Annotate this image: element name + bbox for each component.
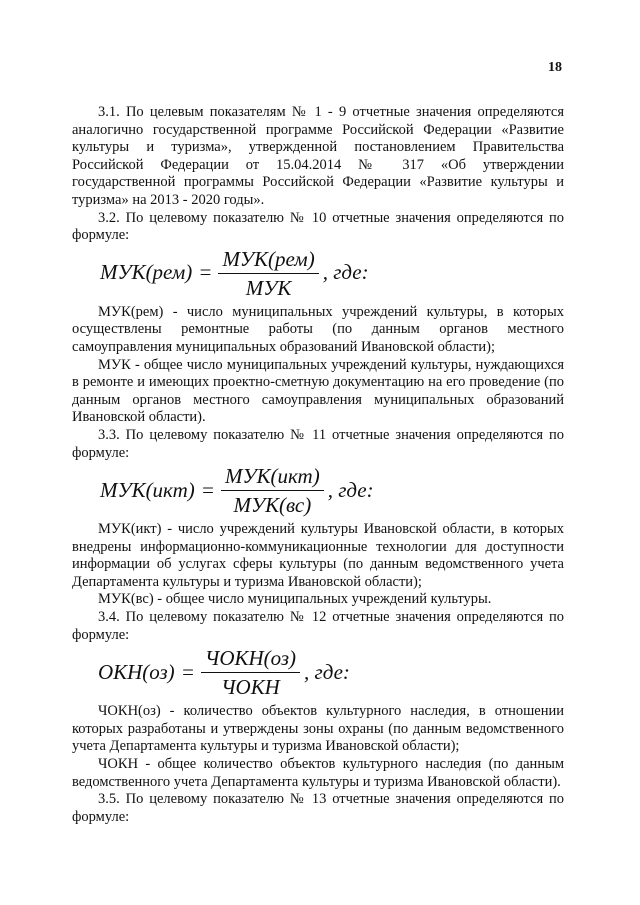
formula-lhs: ОКН(оз) bbox=[98, 659, 175, 684]
formula-numerator: ЧОКН(оз) bbox=[201, 646, 300, 673]
definition-chokn-oz: ЧОКН(оз) - количество объектов культурного наследия, в отношении которых разработаны и утверждены зоны охраны (по данным ведомственного учета Департамента культуры и туризма Ивановской области); bbox=[72, 703, 564, 755]
paragraph-3-3: 3.3. По целевому показателю № 11 отчетные значения определяются по формуле: bbox=[72, 426, 564, 461]
formula-equals: = bbox=[200, 477, 215, 502]
formula-where: , где: bbox=[304, 659, 350, 684]
formula-lhs: МУК(икт) bbox=[100, 477, 195, 502]
formula-denominator: МУК bbox=[245, 275, 292, 300]
definition-muk: МУК - общее число муниципальных учреждений культуры, нуждающихся в ремонте и имеющих проектно-сметную документацию на его проведение (по данным органов местного самоуправления муниципальных образований Ивановской области). bbox=[72, 356, 564, 426]
formula-numerator: МУК(рем) bbox=[218, 247, 318, 274]
paragraph-3-1: 3.1. По целевым показателям № 1 - 9 отчетные значения определяются аналогично государственной программе Российской Федерации «Развитие культуры и туризма», утвержденной постановлением Правительства Российской Федерации от 15.04.2014 № 317 «Об утверждении государственной программы Российской Федерации «Развитие культуры и туризма» на 2013 - 2020 годы». bbox=[72, 104, 564, 208]
definition-muk-ikt: МУК(икт) - число учреждений культуры Ивановской области, в которых внедрены информационно-коммуникационные технологии для доступности информации об услугах сферы культуры (по данным ведомственного учета Департамента культуры и туризма Ивановской области); bbox=[72, 521, 564, 590]
paragraph-3-2: 3.2. По целевому показателю № 10 отчетные значения определяются по формуле: bbox=[72, 209, 564, 244]
definition-muk-rem: МУК(рем) - число муниципальных учреждений культуры, в которых осуществлены ремонтные работы (по данным органов местного самоуправления муниципальных образований Ивановской области); bbox=[72, 303, 564, 355]
paragraph-3-5: 3.5. По целевому показателю № 13 отчетные значения определяются по формуле: bbox=[72, 791, 564, 825]
formula-where: , где: bbox=[322, 260, 369, 285]
formula-okn-oz bbox=[98, 646, 564, 699]
formula-fraction bbox=[218, 247, 318, 300]
page-number: 18 bbox=[548, 60, 562, 75]
formula-denominator: ЧОКН bbox=[221, 675, 280, 700]
definition-chokn: ЧОКН - общее количество объектов культурного наследия (по данным ведомственного учета Департамента культуры и туризма Ивановской области). bbox=[72, 756, 564, 790]
paragraph-3-4: 3.4. По целевому показателю № 12 отчетные значения определяются по формуле: bbox=[72, 609, 564, 643]
formula-muk-rem bbox=[100, 247, 564, 300]
formula-fraction bbox=[201, 646, 300, 699]
formula-where: , где: bbox=[327, 477, 374, 502]
formula-denominator: МУК(вс) bbox=[233, 493, 312, 518]
document-body bbox=[72, 104, 564, 826]
definition-muk-vs: МУК(вс) - общее число муниципальных учреждений культуры. bbox=[98, 591, 492, 608]
formula-muk-ikt bbox=[100, 464, 564, 517]
formula-fraction bbox=[221, 464, 324, 517]
formula-equals: = bbox=[180, 659, 195, 684]
formula-equals: = bbox=[198, 260, 213, 285]
formula-numerator: МУК(икт) bbox=[221, 464, 324, 491]
formula-lhs: МУК(рем) bbox=[100, 260, 193, 285]
